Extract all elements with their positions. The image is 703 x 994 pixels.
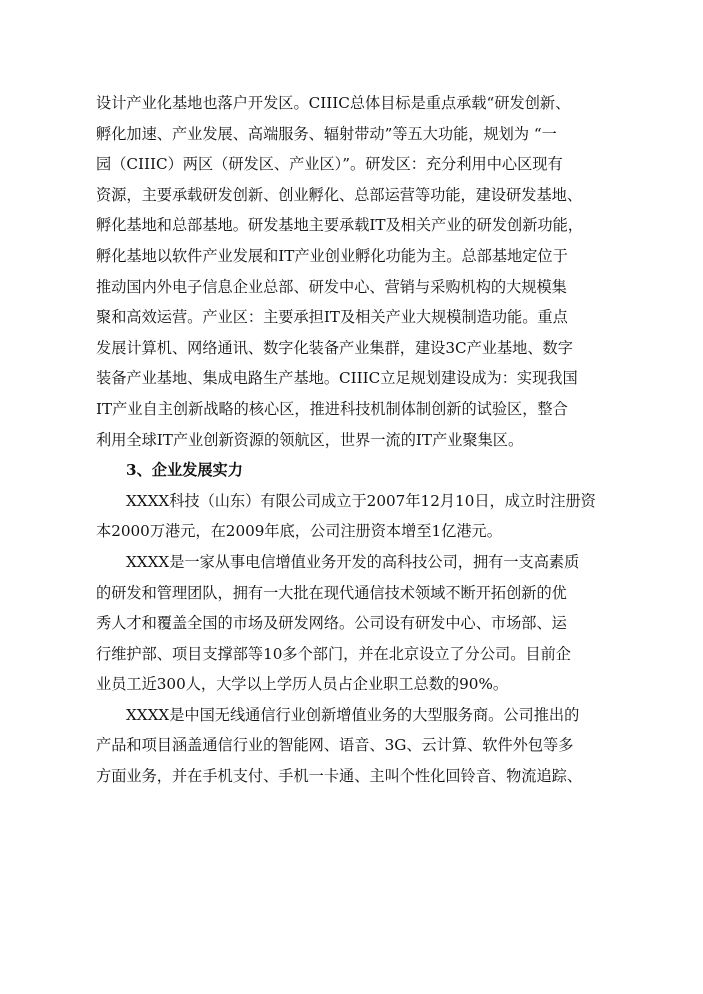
text-line: 设计产业化基地也落户开发区。CIIIC总体目标是重点承载“研发创新、 — [96, 94, 571, 112]
text-line: 资源，主要承载研发创新、创业孵化、总部运营等功能，建设研发基地、 — [96, 185, 582, 204]
text-line: 园（CIIIC）两区（研发区、产业区）”。研发区：充分利用中心区现有 — [96, 155, 563, 174]
text-line: 利用全球IT产业创新资源的领航区，世界一流的IT产业聚集区。 — [96, 430, 524, 449]
text-line: 聚和高效运营。产业区：主要承担IT及相关产业大规模制造功能。重点 — [96, 308, 568, 327]
text-line: 行维护部、项目支撑部等10多个部门，并在北京设立了分公司。目前企 — [96, 644, 571, 663]
text-line: XXXX科技（山东）有限公司成立于2007年12月10日，成立时注册资 — [126, 491, 596, 510]
text-line: IT产业自主创新战略的核心区，推进科技机制体制创新的试验区，整合 — [96, 399, 568, 418]
company-founding-paragraph — [96, 486, 612, 547]
intro-paragraph — [96, 88, 612, 455]
text-line: 秀人才和覆盖全国的市场及研发网络。公司设有研发中心、市场部、运 — [96, 614, 567, 633]
text-line: 本2000万港元，在2009年底，公司注册资本增至1亿港元。 — [96, 522, 502, 541]
text-line: 发展计算机、网络通讯、数字化装备产业集群，建设3C产业基地、数字 — [96, 338, 573, 357]
company-profile-paragraph — [96, 547, 612, 700]
text-line: 业员工近300人，大学以上学历人员占企业职工总数的90%。 — [96, 675, 509, 694]
section-heading: 3、企业发展实力 — [126, 461, 243, 480]
text-line: 孵化基地以软件产业发展和IT产业创业孵化功能为主。总部基地定位于 — [96, 246, 568, 265]
company-business-paragraph — [96, 700, 612, 792]
text-line: 推动国内外电子信息企业总部、研发中心、营销与采购机构的大规模集 — [96, 277, 567, 296]
document-body — [96, 88, 612, 792]
text-line: 装备产业基地、集成电路生产基地。CIIIC立足规划建设成为：实现我国 — [96, 369, 578, 388]
text-line: 产品和项目涵盖通信行业的智能网、语音、3G、云计算、软件外包等多 — [96, 736, 574, 755]
text-line: 孵化基地和总部基地。研发基地主要承载IT及相关产业的研发创新功能， — [96, 216, 583, 235]
text-line: 的研发和管理团队，拥有一大批在现代通信技术领域不断开拓创新的优 — [96, 583, 567, 602]
text-line: 孵化加速、产业发展、高端服务、辐射带动”等五大功能，规划为 “一 — [96, 124, 557, 143]
text-line: XXXX是一家从事电信增值业务开发的高科技公司，拥有一支高素质 — [126, 552, 580, 571]
text-line: XXXX是中国无线通信行业创新增值业务的大型服务商。公司推出的 — [126, 705, 580, 724]
text-line: 方面业务，并在手机支付、手机一卡通、主叫个性化回铃音、物流追踪、 — [96, 767, 582, 786]
